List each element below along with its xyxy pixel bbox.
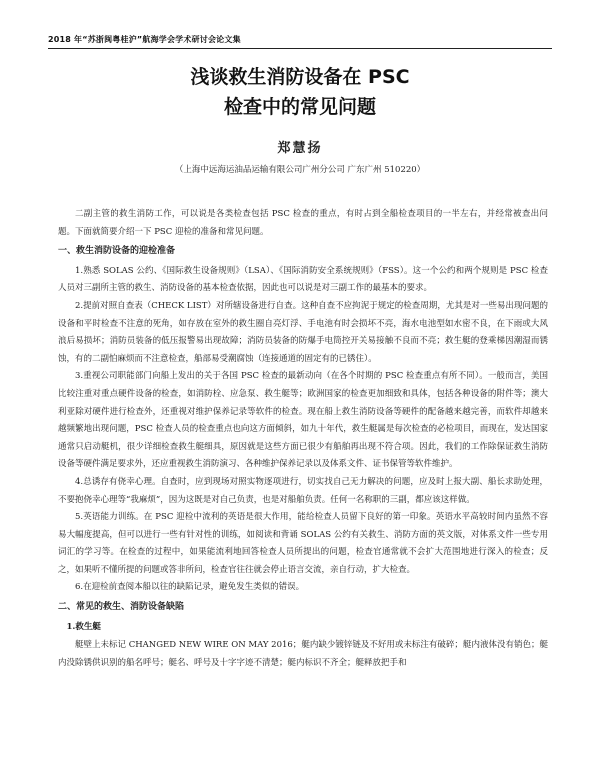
list-item: 1.熟悉 SOLAS 公约、《国际救生设备规则》（LSA）、《国际消防安全系统规则》（FSS）。这一个公约和两个规则是 PSC 检查人员对三副所主管的救生、消防设备的基本检查依据，因此也可以说是对三副工作的最基本的要求。 — [58, 265, 548, 294]
section-heading: 一、救生消防设备的迎检准备 — [58, 246, 176, 257]
intro-paragraph: 二副主管的救生消防工作，可以说是各类检查包括 PSC 检查的重点，有时占到全船检查项目的一半左右，并经常被查出问题。下面就简要介绍一下 PSC 迎检的准备和常见问题。 — [58, 209, 548, 237]
list-item: 5.英语能力训练。在 PSC 迎检中流利的英语是很大作用，能给检查人员留下良好的第一印象。英语水平高较时间内虽然不容易大幅度提高，但可以进行一些有针对性的训练，如阅读和背诵 SOLAS 公约有关救生、消防方面的英文版，对体系文件一些专用词汇的学习等。在检查的过程中，如果能流利地回答检查人员所提出的问题，检查官通常就不会扩大范围地进行深入的检查；反之，如果听不懂所提的问题或答非所问，检查官往往就会停止语言交流，亲自行动，扩大检查。 — [58, 512, 548, 575]
paragraph: 艇壁上未标记 CHANGED NEW WIRE ON MAY 2016；艇内缺少镀锌链及不好用或未标注有破碎；艇内液体没有销色；艇内没除锈供识别的船名呼号；艇名、呼号及十字字迹不清楚；艇内标识不齐全；艇释放把手和 — [58, 640, 548, 668]
list-item: 6.在迎检前查阅本船以往的缺陷记录，避免发生类似的错误。 — [75, 582, 305, 593]
list-item: 2.提前对照自查表（CHECK LIST）对所辖设备进行自查。这种自查不应拘泥于规定的检查周期，尤其是对一些易出现问题的设备和平时检查不注意的死角，如存放在室外的救生圈自亮灯浮、手电池有时会损坏不亮，海水电池型如水密不良，在下雨或大风浪后易损坏；消防员装备的低压报警易出现故障；消防员装备的防爆手电筒控开关易接触不良而不亮；救生艇的登乘梯因潮湿而锈蚀，有的二副怕麻烦而不注意检查，船部易受潮腐蚀（连接通道的固定有的已锈住）。 — [58, 300, 548, 364]
list-item: 4.总诱存有侥幸心理。自查时，应到现场对照实物逐项进行，切实找自己无力解决的问题，应及时上报大副、船长求助处理，不要抱侥幸心理等“我麻烦”，因为这既是对自己负责，也是对船舶负责。任何一名称职的三副，都应该这样做。 — [58, 476, 548, 505]
author: 郑慧扬 — [277, 141, 323, 156]
section-heading: 二、常见的救生、消防设备缺陷 — [58, 602, 185, 613]
list-item: 3.重视公司职能部门向船上发出的关于各国 PSC 检查的最新动向（在各个时期的 PSC 检查重点有所不同）。一般而言，美国比较注重对重点硬件设备的检查，如消防栓、应急泵、救生艇等；欧洲国家的检查更加细致和具体，包括各种设备的附件等；澳大利亚除对硬件进行检查外，还重视对维护保养记录等软件的检查。现在船上救生消防设备等硬件的配备越来越完善，而软件却越来越频繁地出现问题，PSC 检查人员的检查重点也向这方面倾斜，如九十年代，救生艇属是每次检查的必检项目，而现在，发达国家通常只启动艇机，很少详细检查救生艇细具，原因就是这些方面已很少有船舶再出现不符合项。因此，我们的工作除保证救生消防设备等硬件满足要求外，还应重视救生消防演习、各种维护保养记录以及体系文件、证书保管等软件维护。 — [58, 371, 548, 470]
article-title-line1: 浅谈救生消防设备在 PSC — [190, 66, 410, 88]
article-body — [58, 206, 548, 672]
header-rule — [48, 48, 552, 49]
article-title-line2: 检查中的常见问题 — [223, 96, 376, 118]
running-header: 2018 年“苏浙闽粤桂沪”航海学会学术研讨会论文集 — [48, 35, 241, 44]
subsection-heading: 1.救生艇 — [66, 621, 101, 632]
affiliation: （上海中远海运油品运输有限公司广州分公司 广东广州 510220） — [174, 165, 426, 175]
